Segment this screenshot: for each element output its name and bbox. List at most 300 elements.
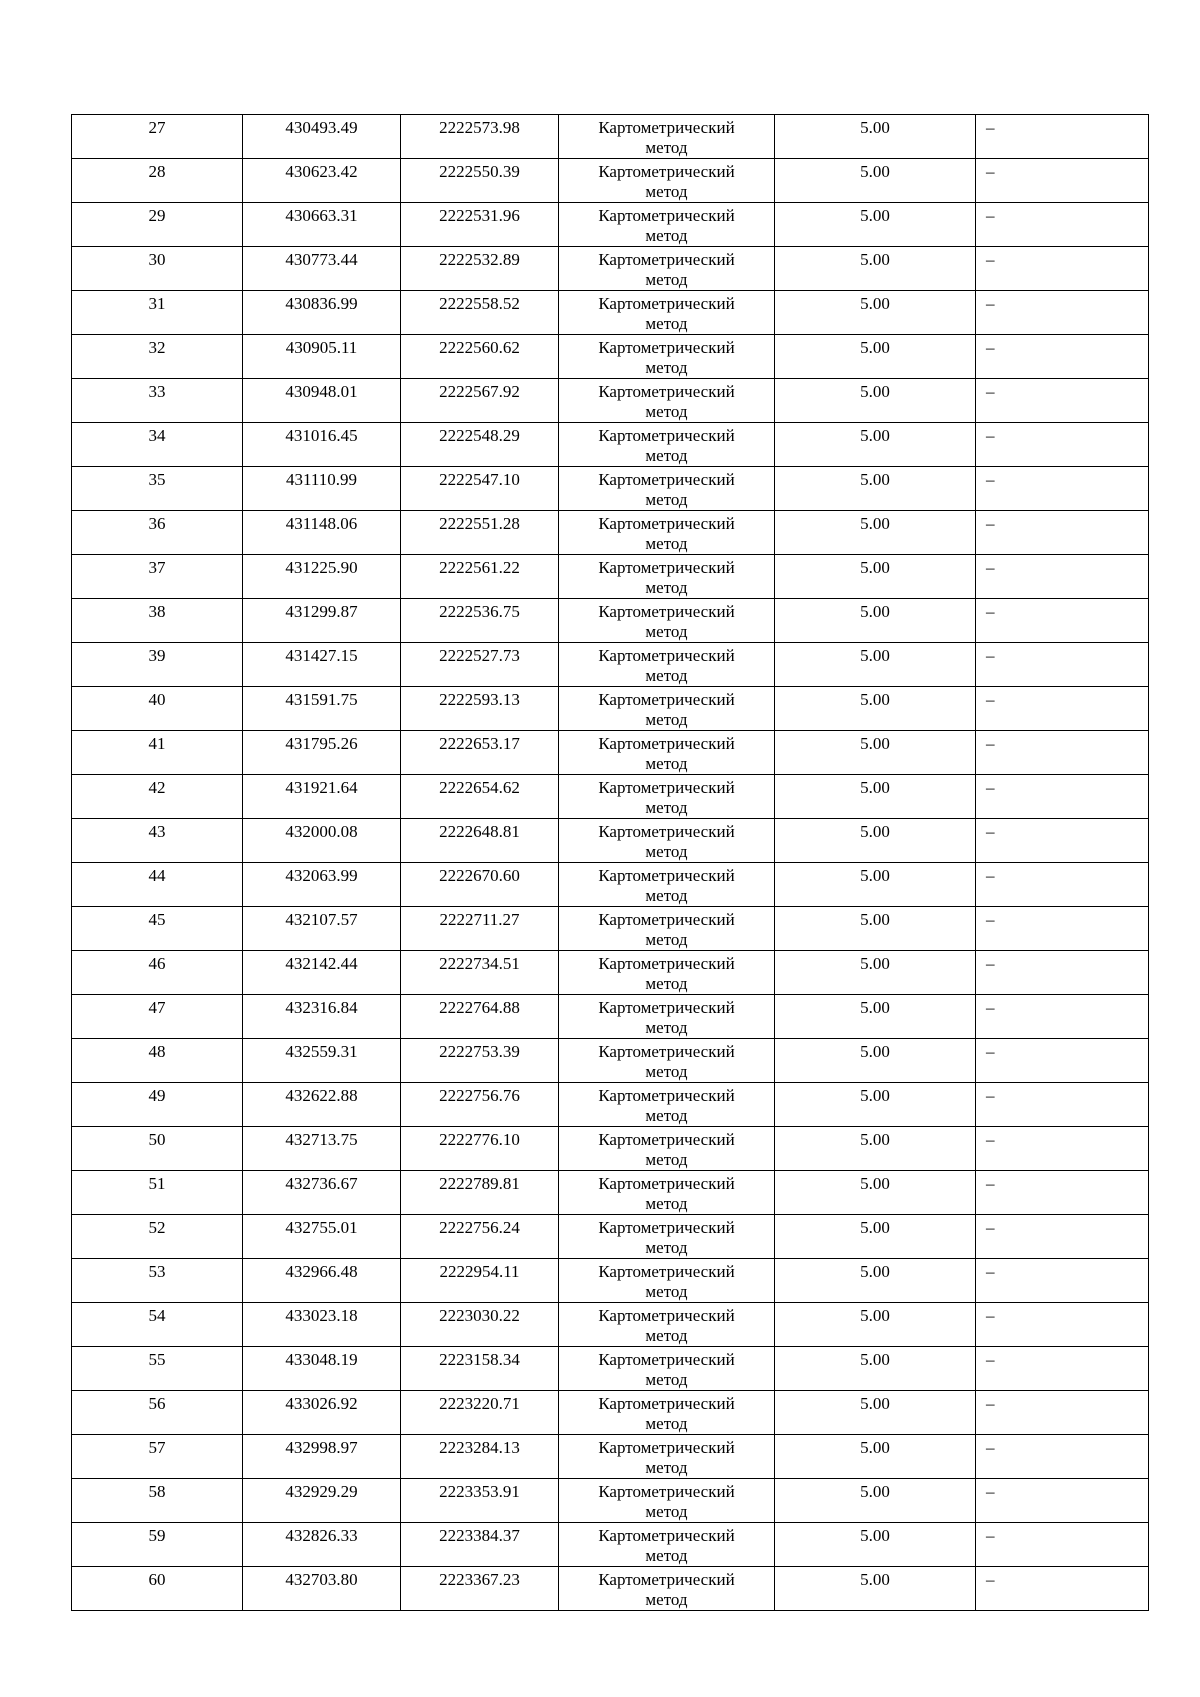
method-text-line1: Картометрический <box>598 1526 735 1545</box>
x-coordinate-text: 433023.18 <box>285 1306 358 1325</box>
method-text-line2: метод <box>645 930 688 949</box>
accuracy-text: 5.00 <box>860 1438 890 1457</box>
x-coordinate-text: 432622.88 <box>285 1086 358 1105</box>
note-text: – <box>986 1438 995 1457</box>
method-cell <box>559 247 775 291</box>
accuracy-text: 5.00 <box>860 602 890 621</box>
accuracy-text: 5.00 <box>860 1086 890 1105</box>
point-number-cell <box>72 863 243 907</box>
y-coordinate-text: 2222567.92 <box>439 382 520 401</box>
note-cell <box>976 731 1149 775</box>
method-text-line2: метод <box>645 886 688 905</box>
y-coordinate-text: 2222789.81 <box>439 1174 520 1193</box>
y-coordinate-cell <box>401 291 559 335</box>
table-row <box>72 1303 1149 1347</box>
x-coordinate-text: 430773.44 <box>285 250 358 269</box>
method-text-line2: метод <box>645 578 688 597</box>
x-coordinate-cell <box>243 379 401 423</box>
point-number-text: 27 <box>148 118 166 137</box>
table-row <box>72 1523 1149 1567</box>
y-coordinate-text: 2222648.81 <box>439 822 520 841</box>
method-text-line1: Картометрический <box>598 558 735 577</box>
table-row <box>72 643 1149 687</box>
y-coordinate-text: 2222654.62 <box>439 778 520 797</box>
note-cell <box>976 819 1149 863</box>
point-number-text: 39 <box>148 646 166 665</box>
method-text-line2: метод <box>645 1238 688 1257</box>
note-cell <box>976 775 1149 819</box>
y-coordinate-text: 2222551.28 <box>439 514 520 533</box>
method-text-line2: метод <box>645 666 688 685</box>
method-text-line2: метод <box>645 798 688 817</box>
note-cell <box>976 423 1149 467</box>
y-coordinate-cell <box>401 1479 559 1523</box>
note-text: – <box>986 558 995 577</box>
table-row <box>72 335 1149 379</box>
x-coordinate-text: 431299.87 <box>285 602 358 621</box>
point-number-text: 28 <box>148 162 166 181</box>
note-text: – <box>986 1394 995 1413</box>
point-number-cell <box>72 423 243 467</box>
x-coordinate-cell <box>243 115 401 159</box>
x-coordinate-text: 431795.26 <box>285 734 358 753</box>
x-coordinate-cell <box>243 863 401 907</box>
method-cell <box>559 995 775 1039</box>
accuracy-cell <box>775 951 976 995</box>
x-coordinate-cell <box>243 643 401 687</box>
note-cell <box>976 379 1149 423</box>
table-row <box>72 1391 1149 1435</box>
note-cell <box>976 1303 1149 1347</box>
accuracy-text: 5.00 <box>860 1174 890 1193</box>
x-coordinate-text: 431427.15 <box>285 646 358 665</box>
point-number-cell <box>72 1347 243 1391</box>
y-coordinate-cell <box>401 995 559 1039</box>
x-coordinate-cell <box>243 1479 401 1523</box>
accuracy-text: 5.00 <box>860 690 890 709</box>
note-text: – <box>986 1174 995 1193</box>
x-coordinate-text: 430836.99 <box>285 294 358 313</box>
y-coordinate-text: 2222561.22 <box>439 558 520 577</box>
note-text: – <box>986 1086 995 1105</box>
y-coordinate-text: 2222593.13 <box>439 690 520 709</box>
note-cell <box>976 203 1149 247</box>
accuracy-text: 5.00 <box>860 1526 890 1545</box>
point-number-text: 42 <box>148 778 166 797</box>
accuracy-cell <box>775 995 976 1039</box>
point-number-cell <box>72 1391 243 1435</box>
point-number-text: 37 <box>148 558 166 577</box>
table-row <box>72 1567 1149 1611</box>
y-coordinate-cell <box>401 555 559 599</box>
y-coordinate-cell <box>401 1039 559 1083</box>
accuracy-cell <box>775 247 976 291</box>
accuracy-cell <box>775 643 976 687</box>
accuracy-text: 5.00 <box>860 1042 890 1061</box>
point-number-cell <box>72 1259 243 1303</box>
point-number-cell <box>72 1215 243 1259</box>
table-row <box>72 775 1149 819</box>
method-text-line2: метод <box>645 1150 688 1169</box>
table-row <box>72 819 1149 863</box>
table-row <box>72 731 1149 775</box>
accuracy-cell <box>775 467 976 511</box>
note-cell <box>976 511 1149 555</box>
point-number-cell <box>72 599 243 643</box>
method-cell <box>559 1391 775 1435</box>
point-number-text: 32 <box>148 338 166 357</box>
point-number-text: 50 <box>148 1130 166 1149</box>
x-coordinate-cell <box>243 951 401 995</box>
point-number-text: 54 <box>148 1306 166 1325</box>
method-text-line1: Картометрический <box>598 910 735 929</box>
accuracy-cell <box>775 1347 976 1391</box>
accuracy-cell <box>775 1479 976 1523</box>
accuracy-text: 5.00 <box>860 118 890 137</box>
x-coordinate-text: 430948.01 <box>285 382 358 401</box>
note-text: – <box>986 998 995 1017</box>
note-cell <box>976 1479 1149 1523</box>
method-cell <box>559 159 775 203</box>
y-coordinate-text: 2223367.23 <box>439 1570 520 1589</box>
x-coordinate-cell <box>243 291 401 335</box>
method-cell <box>559 1303 775 1347</box>
point-number-text: 34 <box>148 426 166 445</box>
method-text-line2: метод <box>645 754 688 773</box>
table-row <box>72 1127 1149 1171</box>
table-row <box>72 115 1149 159</box>
method-cell <box>559 1259 775 1303</box>
point-number-text: 41 <box>148 734 166 753</box>
y-coordinate-text: 2222548.29 <box>439 426 520 445</box>
method-text-line2: метод <box>645 402 688 421</box>
method-cell <box>559 1567 775 1611</box>
note-cell <box>976 599 1149 643</box>
point-number-text: 55 <box>148 1350 166 1369</box>
y-coordinate-text: 2223158.34 <box>439 1350 520 1369</box>
table-row <box>72 379 1149 423</box>
y-coordinate-text: 2222532.89 <box>439 250 520 269</box>
note-cell <box>976 291 1149 335</box>
point-number-text: 29 <box>148 206 166 225</box>
x-coordinate-text: 431921.64 <box>285 778 358 797</box>
method-text-line1: Картометрический <box>598 250 735 269</box>
y-coordinate-text: 2222776.10 <box>439 1130 520 1149</box>
method-cell <box>559 1435 775 1479</box>
table-row <box>72 1259 1149 1303</box>
point-number-text: 51 <box>148 1174 166 1193</box>
point-number-text: 43 <box>148 822 166 841</box>
x-coordinate-text: 432755.01 <box>285 1218 358 1237</box>
x-coordinate-cell <box>243 203 401 247</box>
method-text-line1: Картометрический <box>598 1086 735 1105</box>
point-number-text: 33 <box>148 382 166 401</box>
point-number-text: 47 <box>148 998 166 1017</box>
note-cell <box>976 995 1149 1039</box>
x-coordinate-text: 432703.80 <box>285 1570 358 1589</box>
y-coordinate-cell <box>401 1127 559 1171</box>
x-coordinate-cell <box>243 1303 401 1347</box>
table-row <box>72 951 1149 995</box>
x-coordinate-cell <box>243 1435 401 1479</box>
y-coordinate-cell <box>401 1083 559 1127</box>
note-text: – <box>986 1218 995 1237</box>
method-cell <box>559 863 775 907</box>
note-cell <box>976 159 1149 203</box>
method-cell <box>559 775 775 819</box>
point-number-text: 49 <box>148 1086 166 1105</box>
note-text: – <box>986 118 995 137</box>
method-text-line1: Картометрический <box>598 690 735 709</box>
accuracy-text: 5.00 <box>860 514 890 533</box>
accuracy-text: 5.00 <box>860 998 890 1017</box>
x-coordinate-cell <box>243 335 401 379</box>
accuracy-text: 5.00 <box>860 1350 890 1369</box>
method-cell <box>559 379 775 423</box>
accuracy-cell <box>775 555 976 599</box>
point-number-cell <box>72 687 243 731</box>
x-coordinate-text: 432142.44 <box>285 954 358 973</box>
accuracy-text: 5.00 <box>860 162 890 181</box>
accuracy-text: 5.00 <box>860 1218 890 1237</box>
point-number-cell <box>72 467 243 511</box>
point-number-cell <box>72 643 243 687</box>
x-coordinate-text: 430623.42 <box>285 162 358 181</box>
x-coordinate-cell <box>243 1083 401 1127</box>
x-coordinate-cell <box>243 599 401 643</box>
note-text: – <box>986 1262 995 1281</box>
y-coordinate-text: 2222547.10 <box>439 470 520 489</box>
point-number-cell <box>72 1039 243 1083</box>
note-text: – <box>986 690 995 709</box>
y-coordinate-cell <box>401 379 559 423</box>
x-coordinate-text: 433026.92 <box>285 1394 358 1413</box>
method-text-line2: метод <box>645 534 688 553</box>
method-text-line1: Картометрический <box>598 866 735 885</box>
accuracy-text: 5.00 <box>860 1262 890 1281</box>
accuracy-cell <box>775 1303 976 1347</box>
method-text-line2: метод <box>645 270 688 289</box>
method-text-line1: Картометрический <box>598 1394 735 1413</box>
y-coordinate-text: 2223220.71 <box>439 1394 520 1413</box>
method-text-line2: метод <box>645 490 688 509</box>
accuracy-cell <box>775 1083 976 1127</box>
note-text: – <box>986 162 995 181</box>
note-cell <box>976 1523 1149 1567</box>
method-cell <box>559 335 775 379</box>
method-text-line1: Картометрический <box>598 514 735 533</box>
x-coordinate-text: 432966.48 <box>285 1262 358 1281</box>
y-coordinate-cell <box>401 907 559 951</box>
accuracy-text: 5.00 <box>860 1570 890 1589</box>
x-coordinate-cell <box>243 247 401 291</box>
point-number-text: 56 <box>148 1394 166 1413</box>
accuracy-text: 5.00 <box>860 206 890 225</box>
method-text-line2: метод <box>645 842 688 861</box>
accuracy-text: 5.00 <box>860 1306 890 1325</box>
method-text-line1: Картометрический <box>598 1306 735 1325</box>
x-coordinate-text: 432559.31 <box>285 1042 358 1061</box>
y-coordinate-cell <box>401 115 559 159</box>
method-text-line1: Картометрический <box>598 778 735 797</box>
note-cell <box>976 1171 1149 1215</box>
point-number-text: 52 <box>148 1218 166 1237</box>
note-cell <box>976 863 1149 907</box>
accuracy-cell <box>775 1127 976 1171</box>
y-coordinate-cell <box>401 1347 559 1391</box>
point-number-cell <box>72 511 243 555</box>
note-cell <box>976 1567 1149 1611</box>
method-text-line1: Картометрический <box>598 1262 735 1281</box>
note-cell <box>976 1435 1149 1479</box>
point-number-cell <box>72 291 243 335</box>
y-coordinate-cell <box>401 1215 559 1259</box>
method-text-line1: Картометрический <box>598 1438 735 1457</box>
x-coordinate-text: 432998.97 <box>285 1438 358 1457</box>
y-coordinate-text: 2222558.52 <box>439 294 520 313</box>
y-coordinate-cell <box>401 951 559 995</box>
method-text-line2: метод <box>645 1106 688 1125</box>
method-cell <box>559 115 775 159</box>
accuracy-text: 5.00 <box>860 250 890 269</box>
note-text: – <box>986 1130 995 1149</box>
method-cell <box>559 731 775 775</box>
x-coordinate-cell <box>243 819 401 863</box>
x-coordinate-text: 431591.75 <box>285 690 358 709</box>
method-text-line2: метод <box>645 314 688 333</box>
point-number-cell <box>72 1523 243 1567</box>
method-cell <box>559 1039 775 1083</box>
point-number-cell <box>72 555 243 599</box>
table-row <box>72 555 1149 599</box>
note-cell <box>976 247 1149 291</box>
accuracy-text: 5.00 <box>860 1130 890 1149</box>
x-coordinate-text: 432736.67 <box>285 1174 358 1193</box>
accuracy-text: 5.00 <box>860 426 890 445</box>
y-coordinate-text: 2222764.88 <box>439 998 520 1017</box>
table-row <box>72 907 1149 951</box>
x-coordinate-cell <box>243 1347 401 1391</box>
note-text: – <box>986 1570 995 1589</box>
y-coordinate-cell <box>401 819 559 863</box>
accuracy-text: 5.00 <box>860 954 890 973</box>
method-text-line2: метод <box>645 1590 688 1609</box>
accuracy-text: 5.00 <box>860 558 890 577</box>
method-text-line2: метод <box>645 1326 688 1345</box>
x-coordinate-text: 432316.84 <box>285 998 358 1017</box>
point-number-text: 60 <box>148 1570 166 1589</box>
method-text-line1: Картометрический <box>598 734 735 753</box>
x-coordinate-cell <box>243 1523 401 1567</box>
coordinates-table <box>71 114 1149 1611</box>
x-coordinate-text: 432063.99 <box>285 866 358 885</box>
y-coordinate-text: 2222550.39 <box>439 162 520 181</box>
table-row <box>72 599 1149 643</box>
x-coordinate-text: 432826.33 <box>285 1526 358 1545</box>
y-coordinate-cell <box>401 1259 559 1303</box>
point-number-text: 48 <box>148 1042 166 1061</box>
note-text: – <box>986 866 995 885</box>
x-coordinate-cell <box>243 159 401 203</box>
accuracy-text: 5.00 <box>860 822 890 841</box>
table-row <box>72 203 1149 247</box>
note-cell <box>976 643 1149 687</box>
table-row <box>72 1347 1149 1391</box>
accuracy-cell <box>775 203 976 247</box>
x-coordinate-cell <box>243 1039 401 1083</box>
y-coordinate-text: 2222734.51 <box>439 954 520 973</box>
point-number-text: 36 <box>148 514 166 533</box>
accuracy-cell <box>775 907 976 951</box>
x-coordinate-cell <box>243 555 401 599</box>
note-text: – <box>986 1482 995 1501</box>
accuracy-cell <box>775 731 976 775</box>
accuracy-cell <box>775 335 976 379</box>
note-text: – <box>986 910 995 929</box>
method-text-line2: метод <box>645 1194 688 1213</box>
y-coordinate-text: 2222756.24 <box>439 1218 520 1237</box>
accuracy-cell <box>775 775 976 819</box>
accuracy-cell <box>775 1171 976 1215</box>
note-text: – <box>986 1306 995 1325</box>
method-text-line2: метод <box>645 1502 688 1521</box>
table-row <box>72 1171 1149 1215</box>
accuracy-text: 5.00 <box>860 1482 890 1501</box>
accuracy-cell <box>775 1259 976 1303</box>
accuracy-cell <box>775 863 976 907</box>
x-coordinate-cell <box>243 1171 401 1215</box>
method-cell <box>559 907 775 951</box>
point-number-text: 59 <box>148 1526 166 1545</box>
method-text-line1: Картометрический <box>598 206 735 225</box>
table-row <box>72 863 1149 907</box>
note-cell <box>976 1083 1149 1127</box>
method-cell <box>559 687 775 731</box>
y-coordinate-text: 2222711.27 <box>439 910 520 929</box>
point-number-cell <box>72 1567 243 1611</box>
point-number-text: 35 <box>148 470 166 489</box>
point-number-cell <box>72 1479 243 1523</box>
method-text-line1: Картометрический <box>598 470 735 489</box>
note-cell <box>976 335 1149 379</box>
method-text-line1: Картометрический <box>598 1570 735 1589</box>
note-text: – <box>986 822 995 841</box>
y-coordinate-cell <box>401 1303 559 1347</box>
point-number-cell <box>72 335 243 379</box>
note-cell <box>976 687 1149 731</box>
point-number-cell <box>72 951 243 995</box>
method-cell <box>559 555 775 599</box>
note-text: – <box>986 206 995 225</box>
x-coordinate-cell <box>243 687 401 731</box>
method-text-line1: Картометрический <box>598 602 735 621</box>
x-coordinate-cell <box>243 1215 401 1259</box>
method-text-line2: метод <box>645 974 688 993</box>
point-number-text: 38 <box>148 602 166 621</box>
point-number-cell <box>72 731 243 775</box>
method-cell <box>559 291 775 335</box>
note-cell <box>976 1347 1149 1391</box>
x-coordinate-cell <box>243 1259 401 1303</box>
point-number-text: 57 <box>148 1438 166 1457</box>
method-cell <box>559 1523 775 1567</box>
accuracy-cell <box>775 1039 976 1083</box>
accuracy-text: 5.00 <box>860 646 890 665</box>
y-coordinate-cell <box>401 599 559 643</box>
point-number-text: 31 <box>148 294 166 313</box>
method-cell <box>559 1479 775 1523</box>
x-coordinate-text: 430663.31 <box>285 206 358 225</box>
